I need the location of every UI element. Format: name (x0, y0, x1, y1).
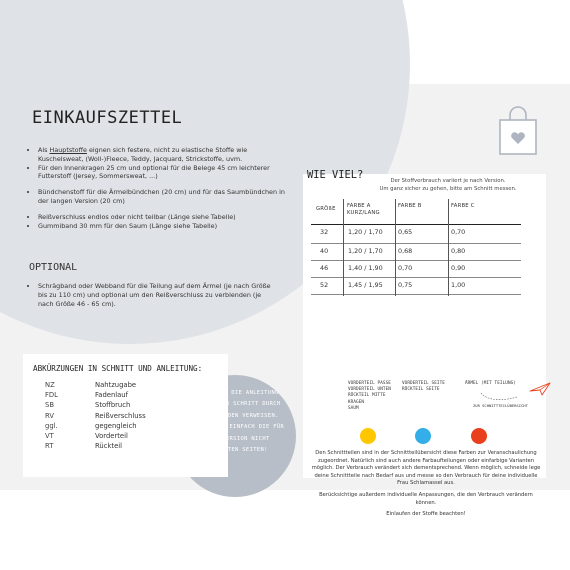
header-color-c: FARBE C (451, 203, 475, 209)
abbreviation-row: FDL Fadenlauf (45, 391, 129, 400)
consumption-notes: Den Schnittteilen sind in der Schnittteilübersicht diese Farben zur Veranschaulichung zugeordnet. Natürlich sind auch andere Farbaufteilungen oder einfarbige Varianten möglich. Der Verbrauch verändert sich dementsprechend. Wenn möglich, schneide lege deine Schnittteile nach Bedarf aus und messe so den Verbrauch für deine individuelle Frau Schlamassel aus. Berücksichtige außerdem individuelle Anpassungen, die den Verbrauch verändern können. Einlaufen der Stoffe beachten! (311, 450, 541, 518)
wie-viel-title: WIE VIEL? (307, 169, 364, 181)
color-c-dot (471, 428, 487, 444)
consumption-card (303, 169, 546, 518)
paper-plane-icon (529, 382, 551, 396)
abbreviation-row: NZ Nahtzugabe (45, 381, 137, 389)
header-color-a: FARBE A KURZ/LANG (347, 203, 380, 216)
overview-link[interactable]: ZUR SCHNITTTEILÜBERSICHT (473, 403, 528, 408)
abbreviation-row: SB Stoffbruch (45, 401, 131, 410)
color-b-dot (415, 428, 431, 444)
table-row: 32 1,20 / 1,70 0,65 0,70 (320, 228, 466, 236)
abbreviation-row: RT Rückteil (45, 442, 123, 451)
list-item: • Bündchenstoff für die Ärmelbündchen (20 cm) und für das Saumbündchen in der langen Version (20 cm) (38, 188, 293, 206)
color-b-parts: VORDERTEIL SEITE RÜCKTEIL SEITE (402, 381, 445, 393)
abbreviations-title: ABKÜRZUNGEN IN SCHNITT UND ANLEITUNG: (33, 364, 203, 373)
abbreviation-row: VT Vorderteil (45, 431, 128, 440)
optional-list (22, 282, 273, 308)
instructions-note: BITTE GEHE DIE ANLEITUNG SCHRITT FÜR SCHRITT DURCH UND FOLGE DEN VERWEISEN. ÜBERSPRINGE EINFACH DIE FÜR DEINE VERSION NICHT RELEVANTEN SEITEN! (185, 390, 285, 454)
list-item: • Für den Innenkragen 25 cm und optional für die Belege 45 cm leichterer Futterstoff (Jersey, Sommersweat, ...) (38, 164, 293, 182)
color-a-dot (360, 428, 376, 444)
shopping-bag-heart-icon (490, 104, 546, 160)
list-item: • Schrägband oder Webband für die Teilung auf dem Ärmel (je nach Größe bis zu 110 cm) und optional um den Reißverschluss zu verblenden (je nach Größe 46 - 65 cm). (38, 282, 273, 308)
optional-heading: OPTIONAL (29, 262, 78, 273)
materials-list (22, 146, 293, 230)
header-size: GRÖßE (316, 206, 336, 212)
color-a-parts: VORDERTEIL PASSE VORDERTEIL UNTEN RÜCKTEIL MITTE KRAGEN SAUM (348, 381, 391, 411)
abbreviation-row: RV Reißverschluss (45, 411, 146, 420)
list-item: • Gummiband 30 mm für den Saum (Länge siehe Tabelle) (38, 222, 293, 231)
hauptstoffe-link[interactable]: Hauptstoffe (49, 146, 87, 154)
table-row: 46 1,40 / 1,90 0,70 0,90 (320, 264, 466, 272)
table-row: 40 1,20 / 1,70 0,68 0,80 (320, 247, 466, 255)
list-item: • Als Hauptstoffe eignen sich festere, nicht zu elastische Stoffe wie Kuschelsweat, (Woll-)Fleece, Teddy, Jacquard, Strickstoffe, uvm. (38, 146, 293, 164)
consumption-intro: Der Stoffverbrauch variiert je nach Version. Um ganz sicher zu gehen, bitte am Schnitt messen. (379, 178, 517, 193)
abbreviations-list (45, 381, 146, 452)
list-item: • Reißverschluss endlos oder nicht teilbar (Länge siehe Tabelle) (38, 213, 293, 222)
abbreviation-row: ggl. gegengleich (45, 421, 137, 430)
header-color-b: FARBE B (398, 203, 422, 209)
table-row: 52 1,45 / 1,95 0,75 1,00 (320, 281, 466, 289)
shopping-list-sheet (0, 84, 570, 518)
page-title: EINKAUFSZETTEL (32, 108, 183, 128)
color-c-parts: ÄRMEL (MIT TEILUNG) (465, 381, 517, 386)
